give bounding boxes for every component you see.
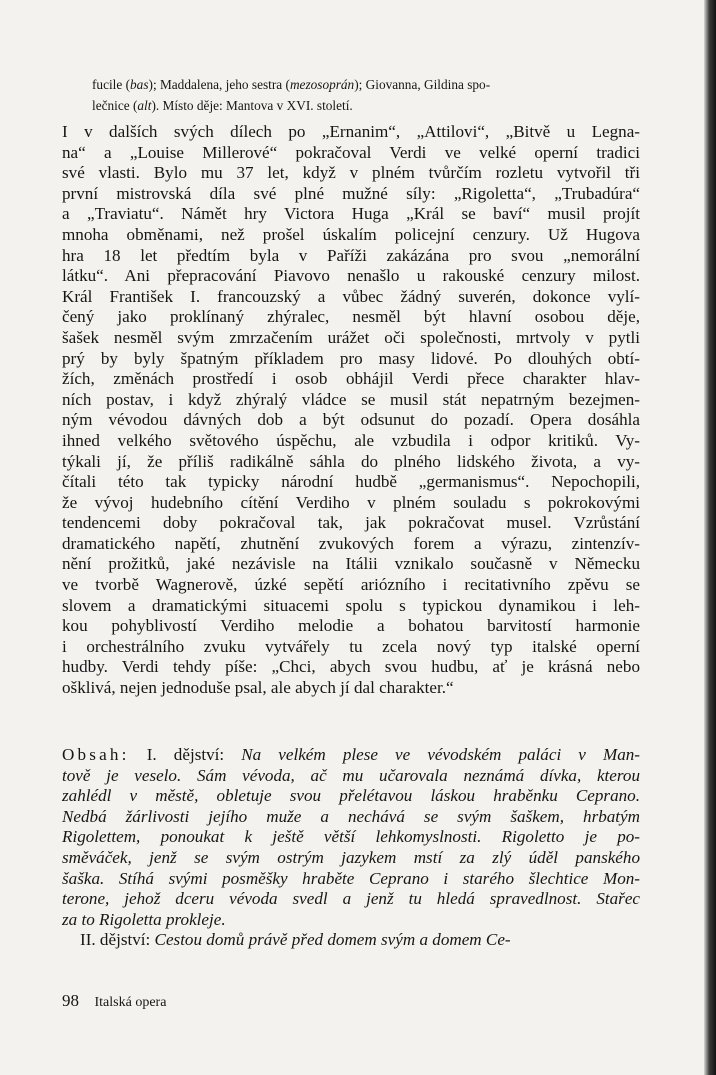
act1-label: I. dějství: <box>129 745 242 764</box>
body-line: ihned velkého světového úspěchu, ale vzbudila i odpor kritiků. Vy- <box>62 430 640 450</box>
body-line: Král František I. francouzský a vůbec žádný suverén, dokonce vylí- <box>62 286 640 306</box>
voice-type: mezosoprán <box>289 77 355 92</box>
act1-line: šaška. Stíhá svými posměšky hraběte Ceprano i starého šlechtice Mon- <box>62 868 640 888</box>
act1-text <box>62 766 640 931</box>
cast-text: ). Místo děje: Mantova v XVI. století. <box>151 98 353 113</box>
cast-text: fucile ( <box>92 77 131 92</box>
cast-list-line-1 <box>92 74 640 95</box>
voice-type: alt <box>137 98 152 113</box>
body-line: hra 18 let předtím byla v Paříži zakázána pro svou „nemorální <box>62 245 640 265</box>
act1-first-line-text: Na velkém plese ve vévodském paláci v Man- <box>241 745 641 764</box>
cast-list <box>92 74 640 116</box>
body-line: mnoha obměnami, než prošel úskalím policejní cenzury. Už Hugova <box>62 224 640 244</box>
act2-label: II. dějství: <box>80 930 155 950</box>
act1-line: zahlédl v městě, obletuje svou přelétavou láskou hraběnku Ceprano. <box>62 786 640 806</box>
act2-text: Cestou domů právě před domem svým a domem Ce- <box>154 930 511 950</box>
body-line: slovem a dramatickými situacemi spolu s typickou dynamikou i leh- <box>62 595 640 615</box>
running-title: Italská opera <box>94 995 167 1010</box>
cast-text: ); Giovanna, Gildina spo- <box>354 77 491 92</box>
act1-line: terone, jehož dceru vévoda svedl a jenž tu hledá spravedlnost. Stařec <box>62 889 640 909</box>
act1-line: směváček, jenž se svým ostrým jazykem mstí za zlý úděl panského <box>62 847 640 867</box>
act1-line: Nedbá žárlivosti jejího muže a nechává se svým šaškem, hrbatým <box>62 806 640 826</box>
body-line: i orchestrálního zvuku vytvářely tu zcela nový typ italské operní <box>62 636 640 656</box>
act1-line: za to Rigoletta prokleje. <box>62 909 226 929</box>
act2-line <box>62 930 640 951</box>
body-line: nění prožitků, jaké nezávisle na Itálii vznikalo současně v Německu <box>62 554 640 574</box>
body-line: ve tvorbě Wagnerově, úzké sepětí ariózního i recitativního zpěvu se <box>62 575 640 595</box>
body-line: ních postav, i když zhýralý vládce se musil stát nepatrným bezejmen- <box>62 389 640 409</box>
synopsis-section <box>62 745 640 951</box>
body-line: prý by byly špatným příkladem pro masy lidové. Po dlouhých obtí- <box>62 348 640 368</box>
body-line: žích, změnách prostředí i osob obhájil Verdi přece charakter hlav- <box>62 369 640 389</box>
body-line: že vývoj hudebního cítění Verdiho v plném souladu s pokrokovými <box>62 492 640 512</box>
body-line: tendencemi doby pokračoval tak, jak pokračovat musel. Vzrůstání <box>62 513 640 533</box>
page-edge-shadow <box>704 0 716 1075</box>
body-line: I v dalších svých dílech po „Ernanim“, „Attilovi“, „Bitvě u Legna- <box>62 122 640 141</box>
act1-line: Rigolettem, ponoukat k ještě větší lehkomyslnosti. Rigoletto je po- <box>62 827 640 847</box>
body-line: týkali jí, že příliš radikálně sáhla do plného lidského života, a vy- <box>62 451 640 471</box>
main-paragraph <box>62 122 640 699</box>
cast-list-line-2 <box>92 95 640 116</box>
body-line: dramatického napětí, zhutnění zvukových forem a výrazu, zintenzív- <box>62 533 640 553</box>
act1-line: tově je veselo. Sám vévoda, ač mu učarovala neznámá dívka, kterou <box>62 765 640 785</box>
body-line: své vlasti. Bylo mu 37 let, když v plném tvůrčím rozletu vytvořil tři <box>62 163 640 183</box>
voice-type: bas <box>130 77 149 92</box>
body-line: šašek nesměl svým zmrzačením urážet oči společnosti, mrtvoly v pytli <box>62 327 640 347</box>
body-line: na“ a „Louise Millerové“ pokračoval Verdi ve velké operní tradici <box>62 142 640 162</box>
page-footer <box>62 992 166 1012</box>
cast-text: ); Maddalena, jeho sestra ( <box>148 77 290 92</box>
body-line: látku“. Ani přepracování Piavovo nenašlo u rakouské cenzury milost. <box>62 266 640 286</box>
body-line: čítali této tak typicky národní hudbě „germanismus“. Nepochopili, <box>62 472 640 492</box>
body-line: hudby. Verdi tehdy píše: „Chci, abych svou hudbu, ať je krásná nebo <box>62 657 640 677</box>
page-number: 98 <box>62 991 79 1010</box>
body-line: kou pohyblivostí Verdiho melodie a bohatou barvitostí harmonie <box>62 616 640 636</box>
synopsis-label: Obsah: <box>62 745 130 764</box>
body-line: čený jako proklínaný zhýralec, nesměl být hlavní osobou děje, <box>62 307 640 327</box>
synopsis-first-line <box>62 745 640 766</box>
body-line: a „Traviatu“. Námět hry Victora Huga „Král se baví“ musil projít <box>62 204 640 224</box>
body-line: ným vévodou dávných dob a být odsunut do pozadí. Opera dosáhla <box>62 410 640 430</box>
body-line: první mistrovská díla své plné mužné síly: „Rigoletta“, „Trubadúra“ <box>62 183 640 203</box>
cast-text: lečnice ( <box>92 98 138 113</box>
body-line: ošklivá, nejen jednoduše psal, ale abych jí dal charakter.“ <box>62 678 454 698</box>
